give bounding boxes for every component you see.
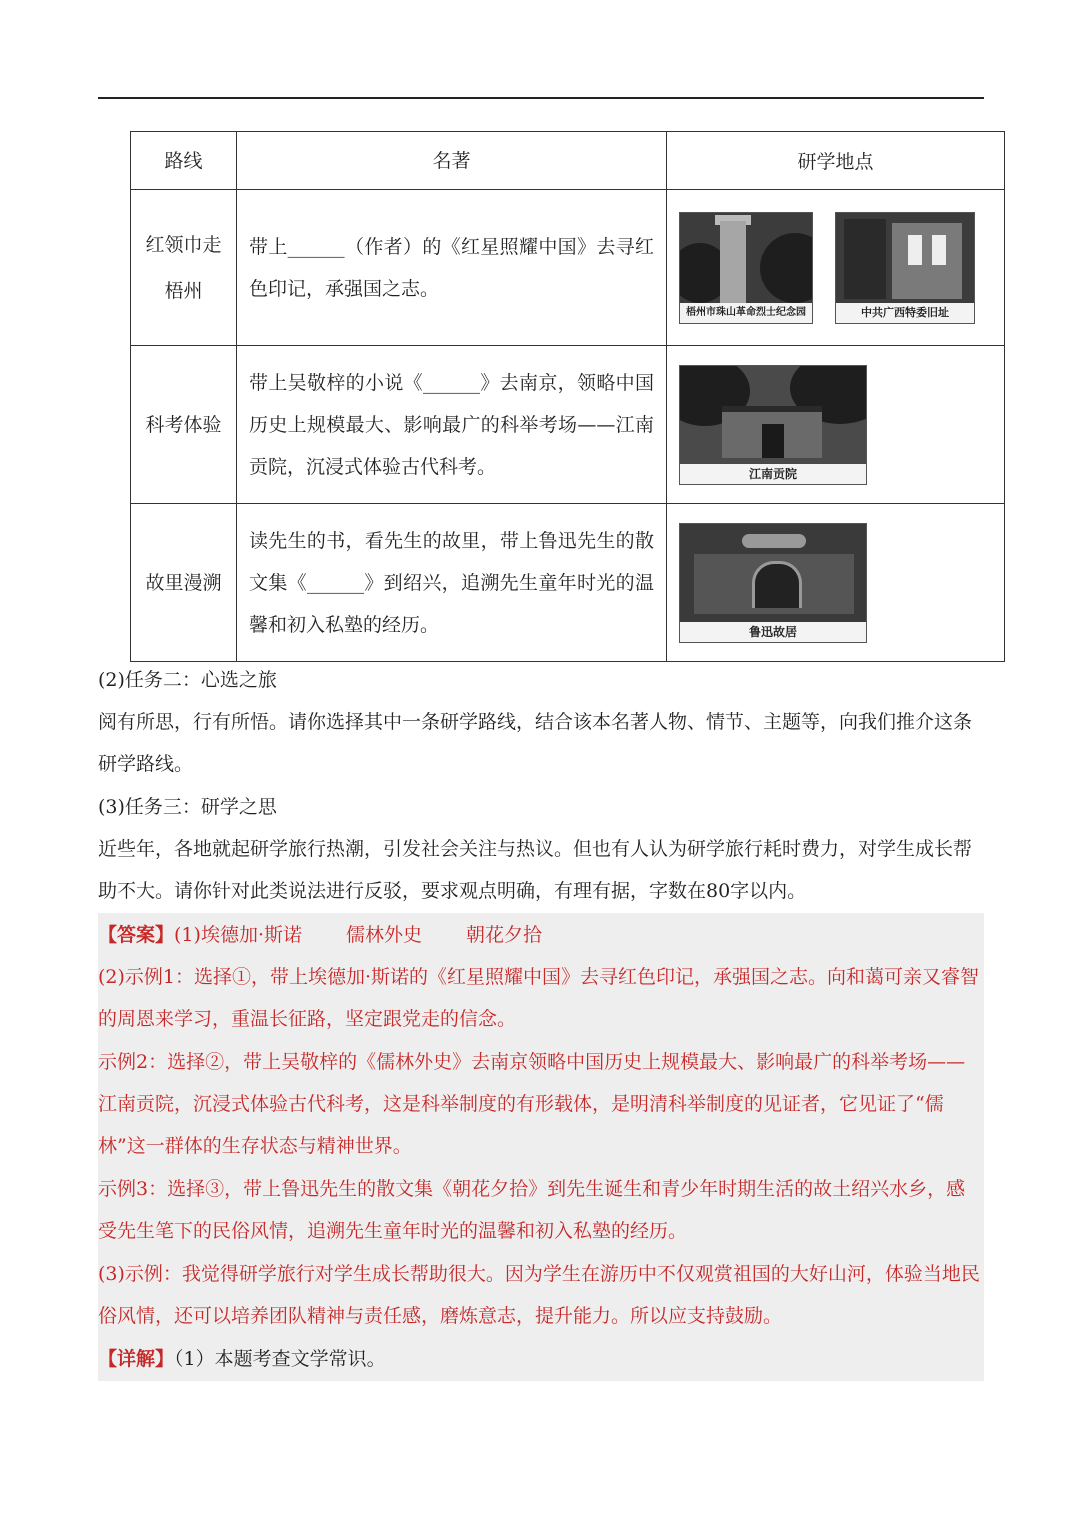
site-cell (667, 346, 1005, 504)
route-name: 故里漫溯 (131, 504, 237, 662)
luxun-home-photo (679, 523, 867, 643)
photo-caption: 中共广西特委旧址 (836, 303, 974, 323)
route-name: 科考体验 (131, 346, 237, 504)
gongyuan-photo (679, 365, 867, 485)
answer-item: 儒林外史 (345, 924, 422, 946)
answer-part1-label: (1) (174, 924, 201, 946)
route-name: 红领巾走梧州 (131, 190, 237, 346)
detail-line (98, 1338, 984, 1380)
table-header-row (131, 132, 1005, 190)
site-cell (667, 504, 1005, 662)
task2-body: 阅有所思，行有所悟。请你选择其中一条研学路线，结合该本名著人物、情节、主题等，向我们推介这条研学路线。 (98, 711, 973, 775)
table-row (131, 346, 1005, 504)
header-book: 名著 (237, 132, 667, 190)
photo-caption: 江南贡院 (680, 464, 866, 484)
book-cell: 带上______（作者）的《红星照耀中国》去寻红色印记，承强国之志。 (237, 190, 667, 346)
task3-title: (3)任务三：研学之思 (98, 796, 277, 818)
study-route-table (130, 131, 1005, 662)
party-site-photo (835, 212, 975, 324)
site-cell (667, 190, 1005, 346)
header-site: 研学地点 (667, 132, 1005, 190)
answer-item: 朝花夕拾 (466, 924, 543, 946)
answer-example2: 示例2：选择②，带上吴敬梓的《儒林外史》去南京领略中国历史上规模最大、影响最广的科举考场——江南贡院，沉浸式体验古代科考，这是科举制度的有形载体，是明清科举制度的见证者，它见证了“儒林”这一群体的生存状态与精神世界。 (98, 1051, 966, 1157)
answer-item: 埃德加·斯诺 (200, 924, 302, 946)
answer-tag: 【答案】 (98, 924, 175, 946)
detail-body: （1）本题考查文学常识。 (174, 1348, 386, 1370)
table-row (131, 504, 1005, 662)
task3-body: 近些年，各地就起研学旅行热潮，引发社会关注与热议。但也有人认为研学旅行耗时费力，对学生成长帮助不大。请你针对此类说法进行反驳，要求观点明确，有理有据，字数在80字以内。 (98, 838, 973, 902)
book-cell: 带上吴敬梓的小说《______》去南京，领略中国历史上规模最大、影响最广的科举考场——江南贡院，沉浸式体验古代科考。 (237, 346, 667, 504)
memorial-photo (679, 212, 813, 324)
header-route: 路线 (131, 132, 237, 190)
photo-caption: 梧州市珠山革命烈士纪念园 (680, 303, 812, 323)
answer-example3: 示例3：选择③，带上鲁迅先生的散文集《朝花夕拾》到先生诞生和青少年时期生活的故土绍兴水乡，感受先生笔下的民俗风情，追溯先生童年时光的温馨和初入私塾的经历。 (98, 1178, 966, 1242)
answer-part1 (98, 914, 984, 956)
header-rule (98, 97, 984, 99)
photo-caption: 鲁迅故居 (680, 622, 866, 642)
table-row (131, 190, 1005, 346)
task2-title: (2)任务二：心选之旅 (98, 669, 277, 691)
detail-tag: 【详解】 (98, 1348, 175, 1370)
answer-example1: (2)示例1：选择①，带上埃德加·斯诺的《红星照耀中国》去寻红色印记，承强国之志。向和蔼可亲又睿智的周恩来学习，重温长征路，坚定跟党走的信念。 (98, 966, 980, 1030)
answer-part3: (3)示例：我觉得研学旅行对学生成长帮助很大。因为学生在游历中不仅观赏祖国的大好山河，体验当地民俗风情，还可以培养团队精神与责任感，磨炼意志，提升能力。所以应支持鼓励。 (98, 1263, 980, 1327)
book-cell: 读先生的书，看先生的故里，带上鲁迅先生的散文集《______》到绍兴，追溯先生童年时光的温馨和初入私塾的经历。 (237, 504, 667, 662)
